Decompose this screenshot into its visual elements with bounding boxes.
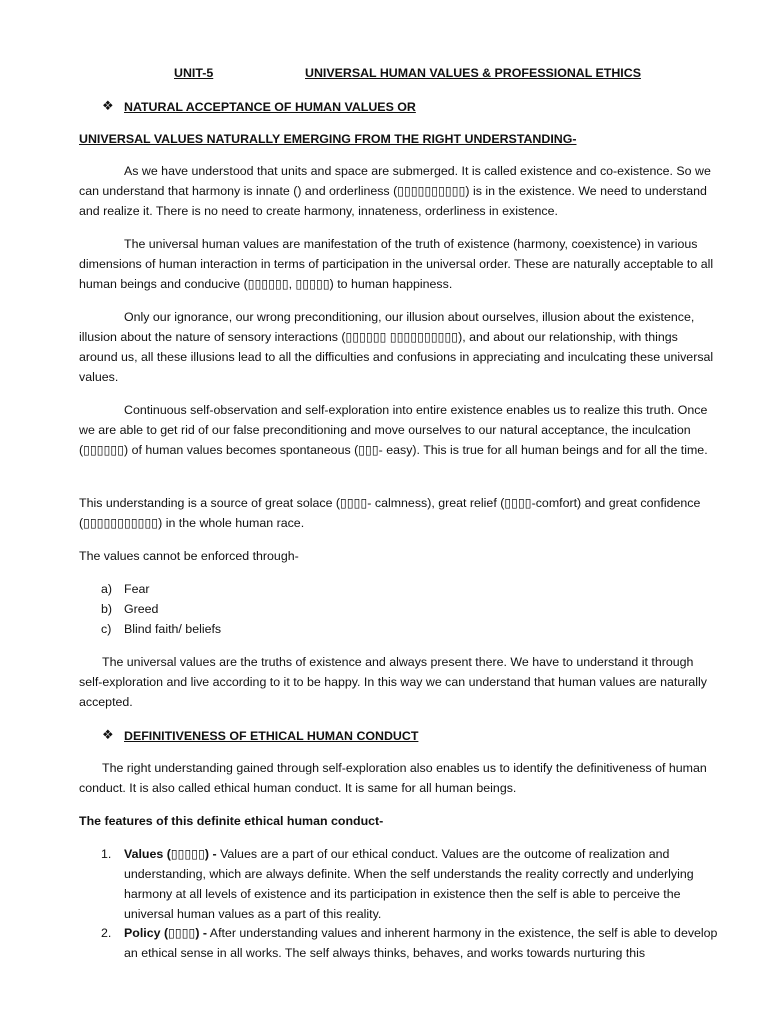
document-title: UNIVERSAL HUMAN VALUES & PROFESSIONAL ETHICS [305,66,641,80]
bullet-diamond-icon: ❖ [102,727,114,742]
unit-label: UNIT-5 [174,66,214,80]
list-item [124,923,724,963]
paragraph: The universal human values are manifestation of the truth of existence (harmony, coexistence) in various dimensions of human interaction in terms of participation in the universal order. These are naturally acceptable to all human beings and conducive (▯▯▯▯▯▯, ▯▯▯▯▯) to human happiness. [79,237,714,291]
list-item: Fear [124,582,150,596]
list-item: Greed [124,602,159,616]
list-item [124,844,724,924]
list-marker: c) [101,622,112,636]
feature-text: After understanding values and inherent harmony in the existence, the self is able to develop an ethical sense in all works. The self always thinks, behaves, and works towards nurturing this [124,926,718,960]
section-subheading: UNIVERSAL VALUES NATURALLY EMERGING FROM THE RIGHT UNDERSTANDING- [79,132,577,146]
paragraph: The right understanding gained through self-exploration also enables us to identify the definitiveness of human conduct. It is also called ethical human conduct. It is same for all human beings. [79,761,707,795]
feature-term: Values (▯▯▯▯▯) - [124,847,217,861]
list-marker: 2. [101,926,112,940]
section-heading: DEFINITIVENESS OF ETHICAL HUMAN CONDUCT [124,729,419,743]
list-marker: a) [101,582,113,596]
paragraph: As we have understood that units and space are submerged. It is called existence and co-existence. So we can understand that harmony is innate () and orderliness (▯▯▯▯▯▯▯▯▯▯) is in the existence. We need to understand and realize it. There is no need to create harmony, innateness, orderliness in existence. [79,164,711,218]
paragraph: This understanding is a source of great solace (▯▯▯▯- calmness), great relief (▯▯▯▯-comfort) and great confidence (▯▯▯▯▯▯▯▯▯▯▯) in the whole human race. [79,496,701,530]
features-heading: The features of this definite ethical human conduct- [79,814,384,828]
paragraph: Continuous self-observation and self-exploration into entire existence enables us to realize this truth. Once we are able to get rid of our false preconditioning and move ourselves to our natural acceptance, the inculcation (▯▯▯▯▯▯) of human values becomes spontaneous (▯▯▯- easy). This is true for all human beings and for all the time. [79,403,708,457]
feature-term: Policy (▯▯▯▯) - [124,926,208,940]
bullet-diamond-icon: ❖ [102,98,114,113]
paragraph: The values cannot be enforced through- [79,549,299,563]
list-marker: b) [101,602,113,616]
paragraph: Only our ignorance, our wrong preconditioning, our illusion about ourselves, illusion about the existence, illusion about the nature of sensory interactions (▯▯▯▯▯▯ ▯▯▯▯▯▯▯▯▯▯), and about our relationship, with things around us, all these illusions lead to all the difficulties and confusions in appreciating and inculcating these universal values. [79,310,714,384]
feature-text: Values are a part of our ethical conduct. Values are the outcome of realization and understanding, which are always definite. When the self understands the reality correctly and underlying harmony at all levels of existence and its participation in existence then the self is able to perceive the universal human values as a part of this reality. [124,847,694,921]
paragraph: The universal values are the truths of existence and always present there. We have to understand it through self-exploration and live according to it to be happy. In this way we can understand that human values are naturally accepted. [79,655,707,709]
list-marker: 1. [101,847,112,861]
list-item: Blind faith/ beliefs [124,622,222,636]
section-heading: NATURAL ACCEPTANCE OF HUMAN VALUES OR [124,100,416,114]
